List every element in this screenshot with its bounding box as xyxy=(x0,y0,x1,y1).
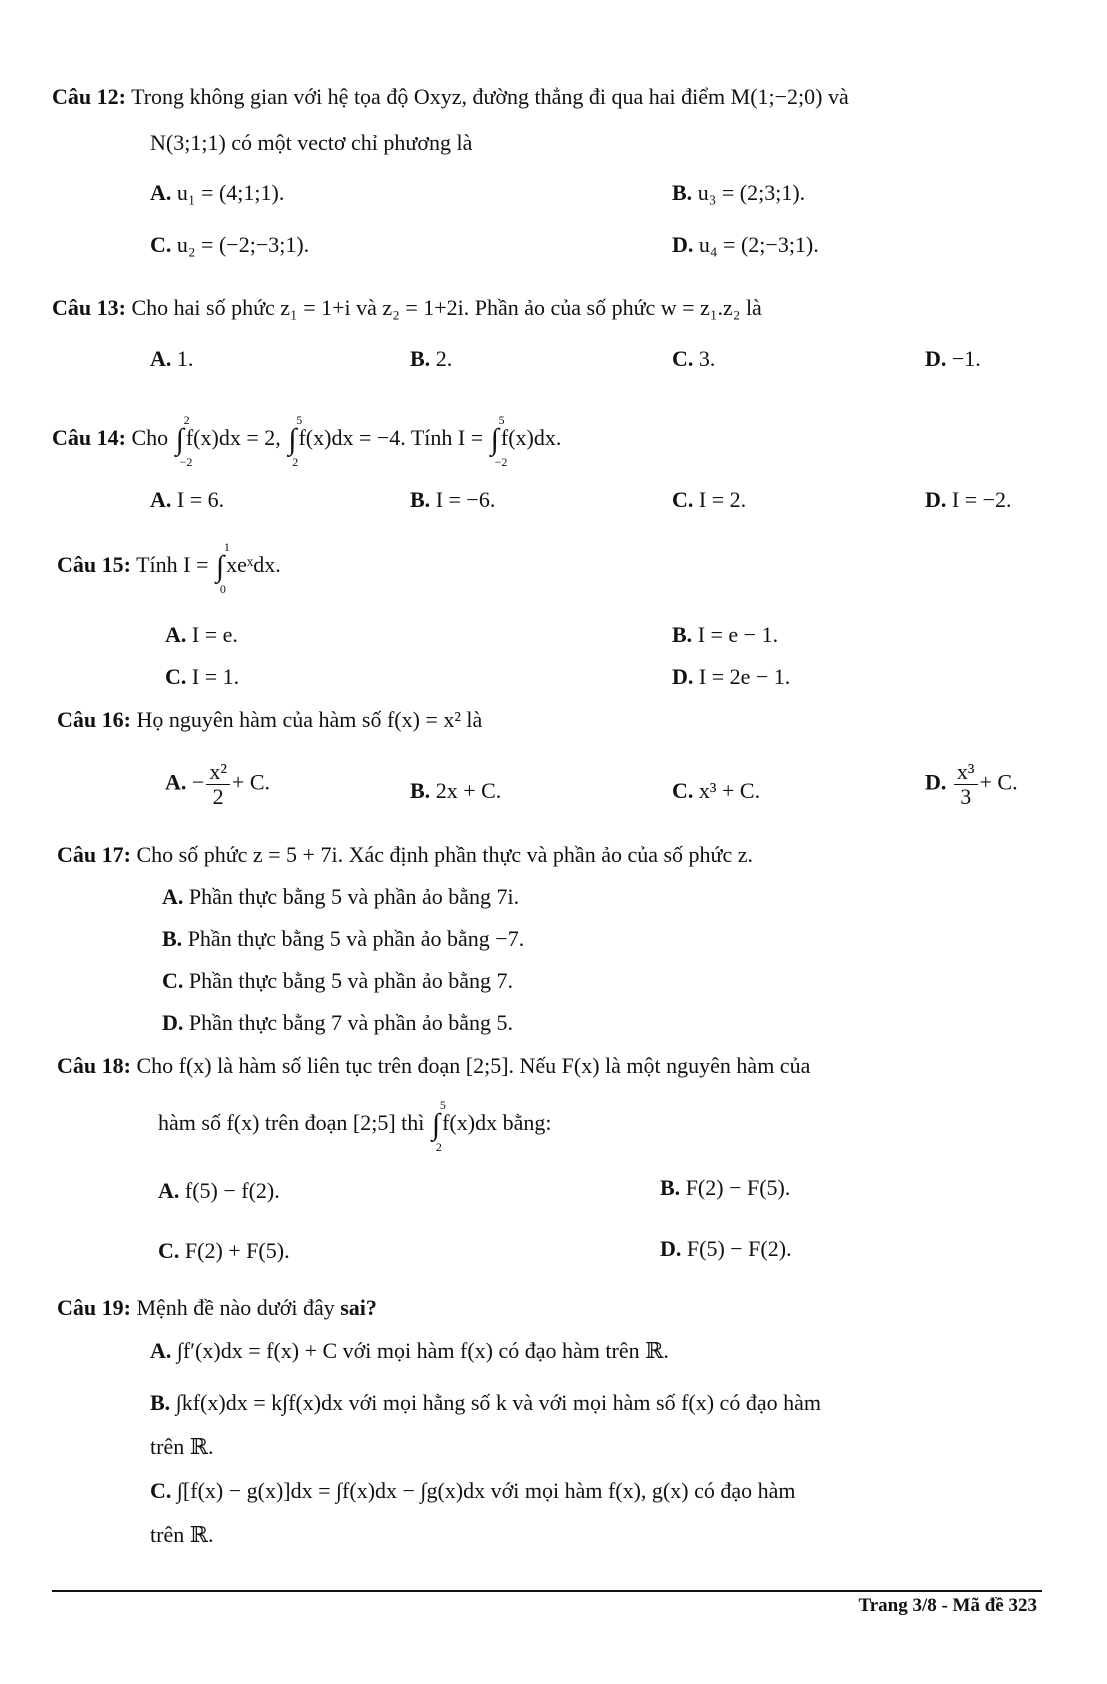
q18-option-b: B. F(2) − F(5). xyxy=(660,1175,791,1200)
q19-option-c-cont: trên ℝ. xyxy=(150,1522,214,1547)
q12-option-d: D. u₄ = (2;−3;1). xyxy=(672,232,819,257)
q12-option-b: B. u₃ = (2;3;1). xyxy=(672,180,806,205)
q14-option-b: B. I = −6. xyxy=(410,487,496,512)
q18-option-c: C. F(2) + F(5). xyxy=(158,1238,290,1263)
question-15: Câu 15: Tính I = ∫ 1 0 xeˣdx. xyxy=(57,540,281,596)
q12-option-a: A. u₁ = (4;1;1). xyxy=(150,180,285,205)
integral-sign: ∫ 1 0 xyxy=(215,540,230,596)
question-12-line1: Câu 12: Trong không gian với hệ tọa độ Oxyz, đường thẳng đi qua hai điểm M(1;−2;0) và xyxy=(52,84,849,109)
question-19: Câu 19: Mệnh đề nào dưới đây sai? xyxy=(57,1295,377,1320)
page-footer: Trang 3/8 - Mã đề 323 xyxy=(858,1595,1037,1616)
q17-option-b: B. Phần thực bằng 5 và phần ảo bằng −7. xyxy=(162,926,525,951)
q18-option-d: D. F(5) − F(2). xyxy=(660,1236,792,1261)
integral-sign: ∫ 5 2 xyxy=(431,1098,446,1154)
q17-option-a: A. Phần thực bằng 5 và phần ảo bằng 7i. xyxy=(162,884,520,909)
q14-option-d: D. I = −2. xyxy=(925,487,1012,512)
integral-sign: ∫ 2 −2 xyxy=(175,413,193,469)
q13-option-d: D. −1. xyxy=(925,346,981,371)
q12-option-c: C. u₂ = (−2;−3;1). xyxy=(150,232,310,257)
q19-option-b-cont: trên ℝ. xyxy=(150,1434,214,1459)
question-17: Câu 17: Cho số phức z = 5 + 7i. Xác định phần thực và phần ảo của số phức z. xyxy=(57,842,754,867)
q17-option-c: C. Phần thực bằng 5 và phần ảo bằng 7. xyxy=(162,968,514,993)
question-16: Câu 16: Họ nguyên hàm của hàm số f(x) = x² là xyxy=(57,707,483,732)
q15-option-c: C. I = 1. xyxy=(165,664,240,689)
q16-option-a: A. − $\frac{\text{x²}}{2}$ + C. xyxy=(165,759,271,809)
integral-sign: ∫ 5 −2 xyxy=(490,413,508,469)
q16-option-b: B. 2x + C. xyxy=(410,778,502,803)
q13-option-a: A. 1. xyxy=(150,346,194,371)
question-18-line2: hàm số f(x) trên đoạn [2;5] thì ∫ 5 2 f(x)dx bằng: xyxy=(158,1098,552,1154)
question-12-line2: N(3;1;1) có một vectơ chỉ phương là xyxy=(150,130,473,155)
q15-option-a: A. I = e. xyxy=(165,622,238,647)
q19-option-b: B. ∫kf(x)dx = k∫f(x)dx với mọi hằng số k và với mọi hàm số f(x) có đạo hàm xyxy=(150,1390,821,1415)
q14-option-c: C. I = 2. xyxy=(672,487,747,512)
q13-option-b: B. 2. xyxy=(410,346,453,371)
q19-option-c: C. ∫[f(x) − g(x)]dx = ∫f(x)dx − ∫g(x)dx với mọi hàm f(x), g(x) có đạo hàm xyxy=(150,1478,796,1503)
question-14: Câu 14: Cho ∫ 2 −2 f(x)dx = 2, ∫ 5 2 f(x)dx = −4. Tính I = ∫ 5 −2 f(x)dx. xyxy=(52,413,562,469)
q16-option-c: C. x³ + C. xyxy=(672,778,761,803)
footer-rule xyxy=(52,1590,1042,1592)
q17-option-d: D. Phần thực bằng 7 và phần ảo bằng 5. xyxy=(162,1010,514,1035)
q13-option-c: C. 3. xyxy=(672,346,716,371)
q16-option-d: D. $\frac{\text{x³}}{3}$ + C. xyxy=(925,759,1018,809)
q18-option-a: A. f(5) − f(2). xyxy=(158,1178,280,1203)
q15-option-d: D. I = 2e − 1. xyxy=(672,664,791,689)
question-13: Câu 13: Cho hai số phức z₁ = 1+i và z₂ = 1+2i. Phần ảo của số phức w = z₁.z₂ là xyxy=(52,295,762,320)
q15-option-b: B. I = e − 1. xyxy=(672,622,779,647)
question-18-line1: Câu 18: Cho f(x) là hàm số liên tục trên đoạn [2;5]. Nếu F(x) là một nguyên hàm của xyxy=(57,1053,811,1078)
q19-option-a: A. ∫f′(x)dx = f(x) + C với mọi hàm f(x) có đạo hàm trên ℝ. xyxy=(150,1338,669,1363)
integral-sign: ∫ 5 2 xyxy=(288,413,303,469)
q14-option-a: A. I = 6. xyxy=(150,487,225,512)
